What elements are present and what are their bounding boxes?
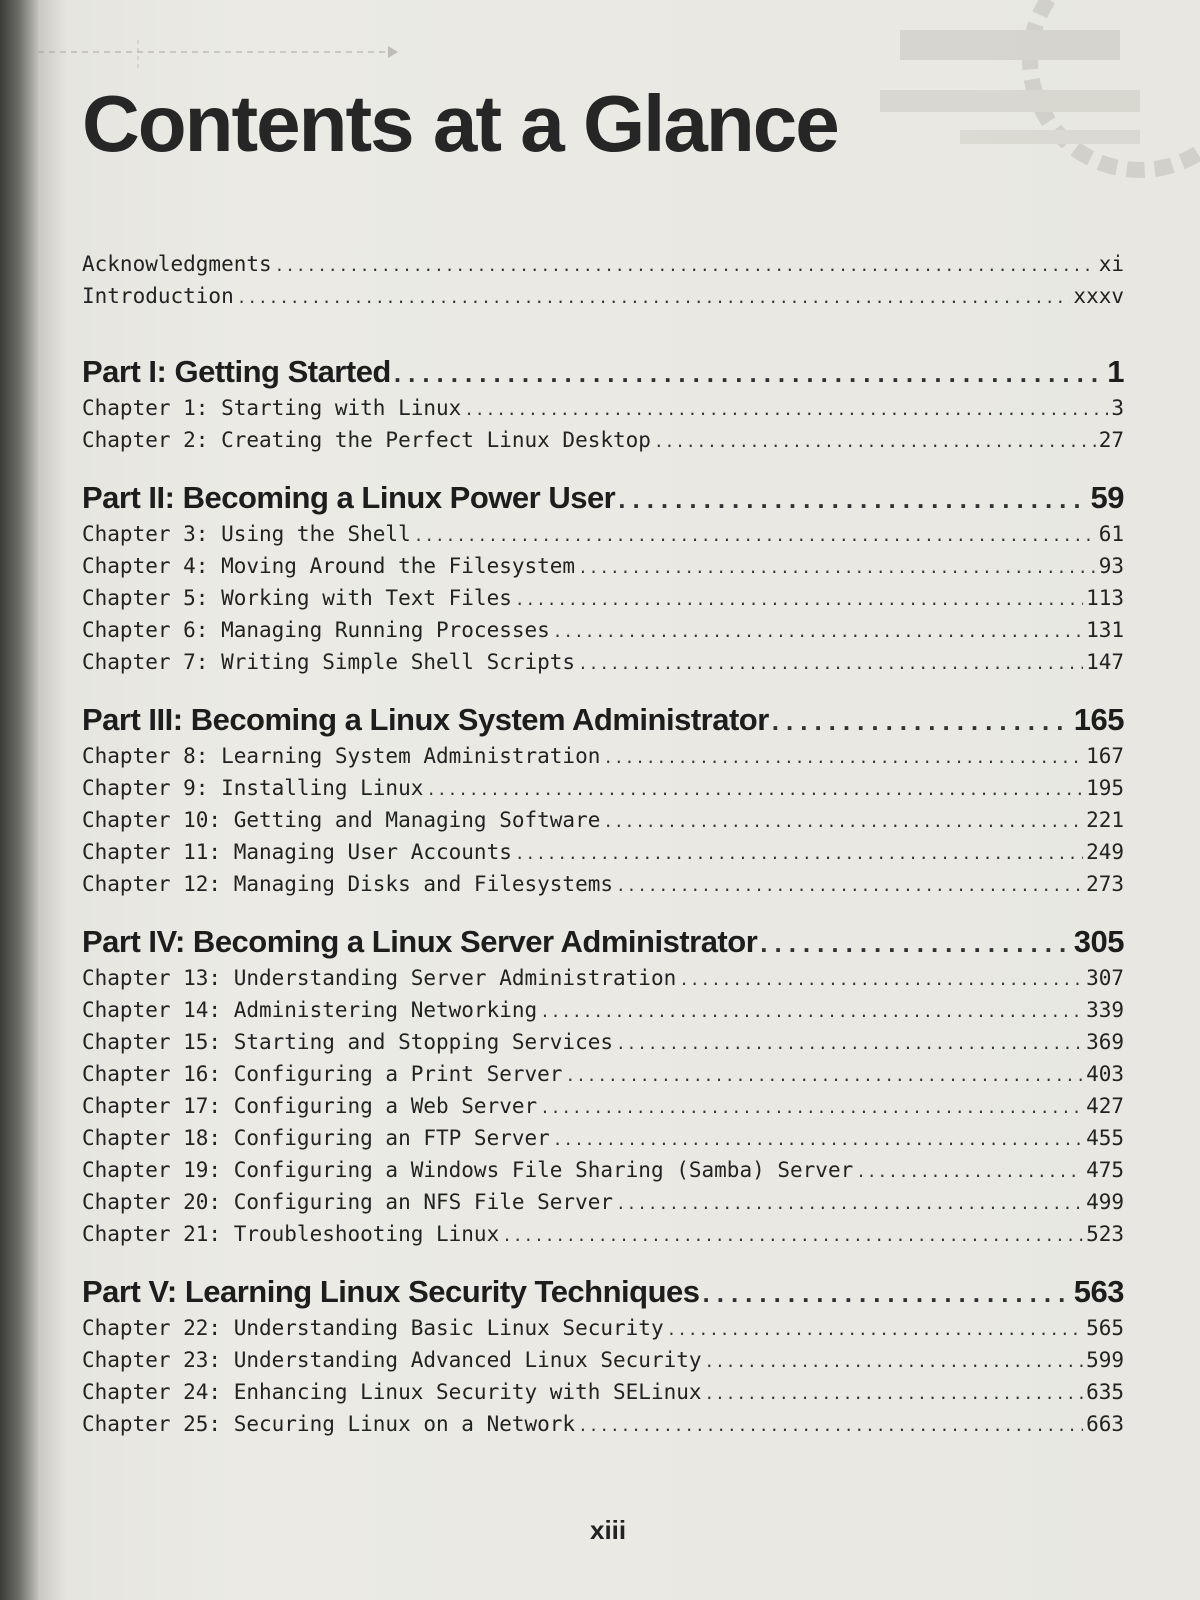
toc-chapter-12[interactable] (82, 868, 1124, 900)
dot-leader (616, 870, 1083, 902)
dot-leader (394, 353, 1104, 393)
dot-leader (603, 806, 1083, 838)
toc-chapter-label: Chapter 25: Securing Linux on a Network (82, 1412, 576, 1436)
toc-chapter-label: Chapter 20: Configuring an NFS File Server (82, 1190, 614, 1214)
dot-leader (856, 1156, 1083, 1188)
toc-page-number: 167 (1086, 744, 1124, 768)
toc-chapter-label: Chapter 21: Troubleshooting Linux (82, 1222, 500, 1246)
dot-leader (565, 1060, 1083, 1092)
toc-chapter-23[interactable] (82, 1344, 1124, 1376)
toc-page-number: 59 (1090, 480, 1124, 515)
dot-leader (578, 552, 1096, 584)
toc-chapter-label: Chapter 5: Working with Text Files (82, 586, 512, 610)
toc-page-number: 565 (1086, 1316, 1124, 1340)
dot-leader (578, 648, 1083, 680)
toc-chapter-21[interactable] (82, 1218, 1124, 1250)
toc-page-number: 305 (1073, 924, 1124, 959)
toc-chapter-label: Chapter 22: Understanding Basic Linux Security (82, 1316, 664, 1340)
toc-page-number: 165 (1073, 702, 1124, 737)
toc-page-number: 427 (1086, 1094, 1124, 1118)
toc-chapter-7[interactable] (82, 646, 1124, 678)
toc-chapter-5[interactable] (82, 582, 1124, 614)
toc-chapter-11[interactable] (82, 836, 1124, 868)
toc-chapter-label: Chapter 14: Administering Networking (82, 998, 538, 1022)
toc-chapter-19[interactable] (82, 1154, 1124, 1186)
toc-page-number: 273 (1086, 872, 1124, 896)
toc-chapter-18[interactable] (82, 1122, 1124, 1154)
dot-leader (237, 282, 1071, 314)
toc-page-number: 563 (1073, 1274, 1124, 1309)
toc-chapter-6[interactable] (82, 614, 1124, 646)
toc-page-number: 131 (1086, 618, 1124, 642)
toc-page-number: 221 (1086, 808, 1124, 832)
toc-part-1[interactable] (82, 352, 1124, 392)
dot-leader (772, 701, 1071, 741)
toc-page-number: 663 (1086, 1412, 1124, 1436)
dot-leader (703, 1273, 1071, 1313)
toc-chapter-14[interactable] (82, 994, 1124, 1026)
toc-chapter-label: Chapter 23: Understanding Advanced Linux Security (82, 1348, 702, 1372)
toc-chapter-label: Chapter 2: Creating the Perfect Linux Desktop (82, 428, 651, 452)
toc-part-label: Part IV: Becoming a Linux Server Administrator (82, 924, 758, 959)
toc-chapter-label: Chapter 13: Understanding Server Administration (82, 966, 677, 990)
toc-part-5[interactable] (82, 1272, 1124, 1312)
bleed-through-text (308, 157, 1089, 246)
toc-chapter-label: Chapter 3: Using the Shell (82, 522, 411, 546)
toc-page-number: 455 (1086, 1126, 1124, 1150)
toc-page-number: 3 (1111, 396, 1124, 420)
dot-leader (275, 250, 1096, 282)
dot-leader (578, 1410, 1083, 1442)
toc-part-4[interactable] (82, 922, 1124, 962)
toc-chapter-label: Chapter 7: Writing Simple Shell Scripts (82, 650, 576, 674)
toc-chapter-label: Chapter 15: Starting and Stopping Services (82, 1030, 614, 1054)
page-title: Contents at a Glance (82, 79, 838, 168)
dot-leader (515, 838, 1083, 870)
toc-chapter-22[interactable] (82, 1312, 1124, 1344)
dot-leader (553, 1124, 1083, 1156)
toc-chapter-20[interactable] (82, 1186, 1124, 1218)
toc-chapter-16[interactable] (82, 1058, 1124, 1090)
toc-chapter-label: Chapter 17: Configuring a Web Server (82, 1094, 538, 1118)
toc-chapter-label: Chapter 1: Starting with Linux (82, 396, 462, 420)
toc-page-number: 369 (1086, 1030, 1124, 1054)
dot-leader (618, 479, 1087, 519)
dot-leader (667, 1314, 1083, 1346)
toc-page-number: 147 (1086, 650, 1124, 674)
toc-part-label: Part II: Becoming a Linux Power User (82, 480, 616, 515)
toc-entry-label: Introduction (82, 284, 234, 308)
toc-chapter-13[interactable] (82, 962, 1124, 994)
toc-page-number: xxxv (1073, 284, 1124, 308)
toc-entry-label: Acknowledgments (82, 252, 272, 276)
toc-page-number: 403 (1086, 1062, 1124, 1086)
toc-page-number: 475 (1086, 1158, 1124, 1182)
toc-page-number: 1 (1107, 354, 1124, 389)
dot-leader (540, 1092, 1083, 1124)
page-footer-number: xiii (590, 1515, 627, 1545)
toc-page-number: 523 (1086, 1222, 1124, 1246)
toc-part-2[interactable] (82, 478, 1124, 518)
toc-chapter-8[interactable] (82, 740, 1124, 772)
dot-leader (705, 1346, 1084, 1378)
toc-page-number: 307 (1086, 966, 1124, 990)
toc-page-number: 499 (1086, 1190, 1124, 1214)
toc-page-number: 113 (1086, 586, 1124, 610)
toc-chapter-label: Chapter 24: Enhancing Linux Security with SELinux (82, 1380, 702, 1404)
dot-leader (553, 616, 1083, 648)
toc-chapter-label: Chapter 18: Configuring an FTP Server (82, 1126, 550, 1150)
toc-page-number: 339 (1086, 998, 1124, 1022)
dot-leader (705, 1378, 1084, 1410)
toc-page-number: 61 (1098, 522, 1124, 546)
toc-chapter-17[interactable] (82, 1090, 1124, 1122)
toc-page-number: 599 (1086, 1348, 1124, 1372)
toc-chapter-label: Chapter 16: Configuring a Print Server (82, 1062, 563, 1086)
toc-front-acknowledgments[interactable] (82, 248, 1124, 280)
toc-chapter-4[interactable] (82, 550, 1124, 582)
toc-chapter-label: Chapter 10: Getting and Managing Software (82, 808, 601, 832)
toc-part-label: Part V: Learning Linux Security Techniques (82, 1274, 700, 1309)
dot-leader (654, 426, 1096, 458)
toc-part-3[interactable] (82, 700, 1124, 740)
dot-leader (515, 584, 1083, 616)
dot-leader (502, 1220, 1083, 1252)
toc-chapter-1[interactable] (82, 392, 1124, 424)
toc-chapter-label: Chapter 4: Moving Around the Filesystem (82, 554, 576, 578)
dot-leader (616, 1028, 1083, 1060)
dot-leader (540, 996, 1083, 1028)
dot-leader (464, 394, 1108, 426)
toc-chapter-2[interactable] (82, 424, 1124, 456)
toc-chapter-3[interactable] (82, 518, 1124, 550)
toc-chapter-25[interactable] (82, 1408, 1124, 1440)
toc-chapter-24[interactable] (82, 1376, 1124, 1408)
toc-front-introduction[interactable] (82, 280, 1124, 312)
toc-page-number: 93 (1098, 554, 1124, 578)
toc-page-number: xi (1098, 252, 1124, 276)
toc-part-label: Part I: Getting Started (82, 354, 391, 389)
dot-leader (414, 520, 1096, 552)
toc-page-number: 27 (1098, 428, 1124, 452)
toc-chapter-10[interactable] (82, 804, 1124, 836)
dot-leader (760, 923, 1071, 963)
toc-chapter-label: Chapter 11: Managing User Accounts (82, 840, 512, 864)
toc-chapter-label: Chapter 12: Managing Disks and Filesystems (82, 872, 614, 896)
dot-leader (426, 774, 1083, 806)
toc-page-number: 195 (1086, 776, 1124, 800)
toc-chapter-label: Chapter 8: Learning System Administration (82, 744, 601, 768)
toc-chapter-9[interactable] (82, 772, 1124, 804)
toc-chapter-label: Chapter 6: Managing Running Processes (82, 618, 550, 642)
toc-chapter-15[interactable] (82, 1026, 1124, 1058)
table-of-contents (82, 248, 1124, 1440)
toc-part-label: Part III: Becoming a Linux System Administrator (82, 702, 769, 737)
toc-page-number: 249 (1086, 840, 1124, 864)
dot-leader (679, 964, 1083, 996)
toc-chapter-label: Chapter 9: Installing Linux (82, 776, 424, 800)
dot-leader (603, 742, 1083, 774)
toc-page-number: 635 (1086, 1380, 1124, 1404)
toc-chapter-label: Chapter 19: Configuring a Windows File Sharing (Samba) Server (82, 1158, 854, 1182)
bleed-through-arrow-graphic (38, 40, 398, 80)
dot-leader (616, 1188, 1083, 1220)
